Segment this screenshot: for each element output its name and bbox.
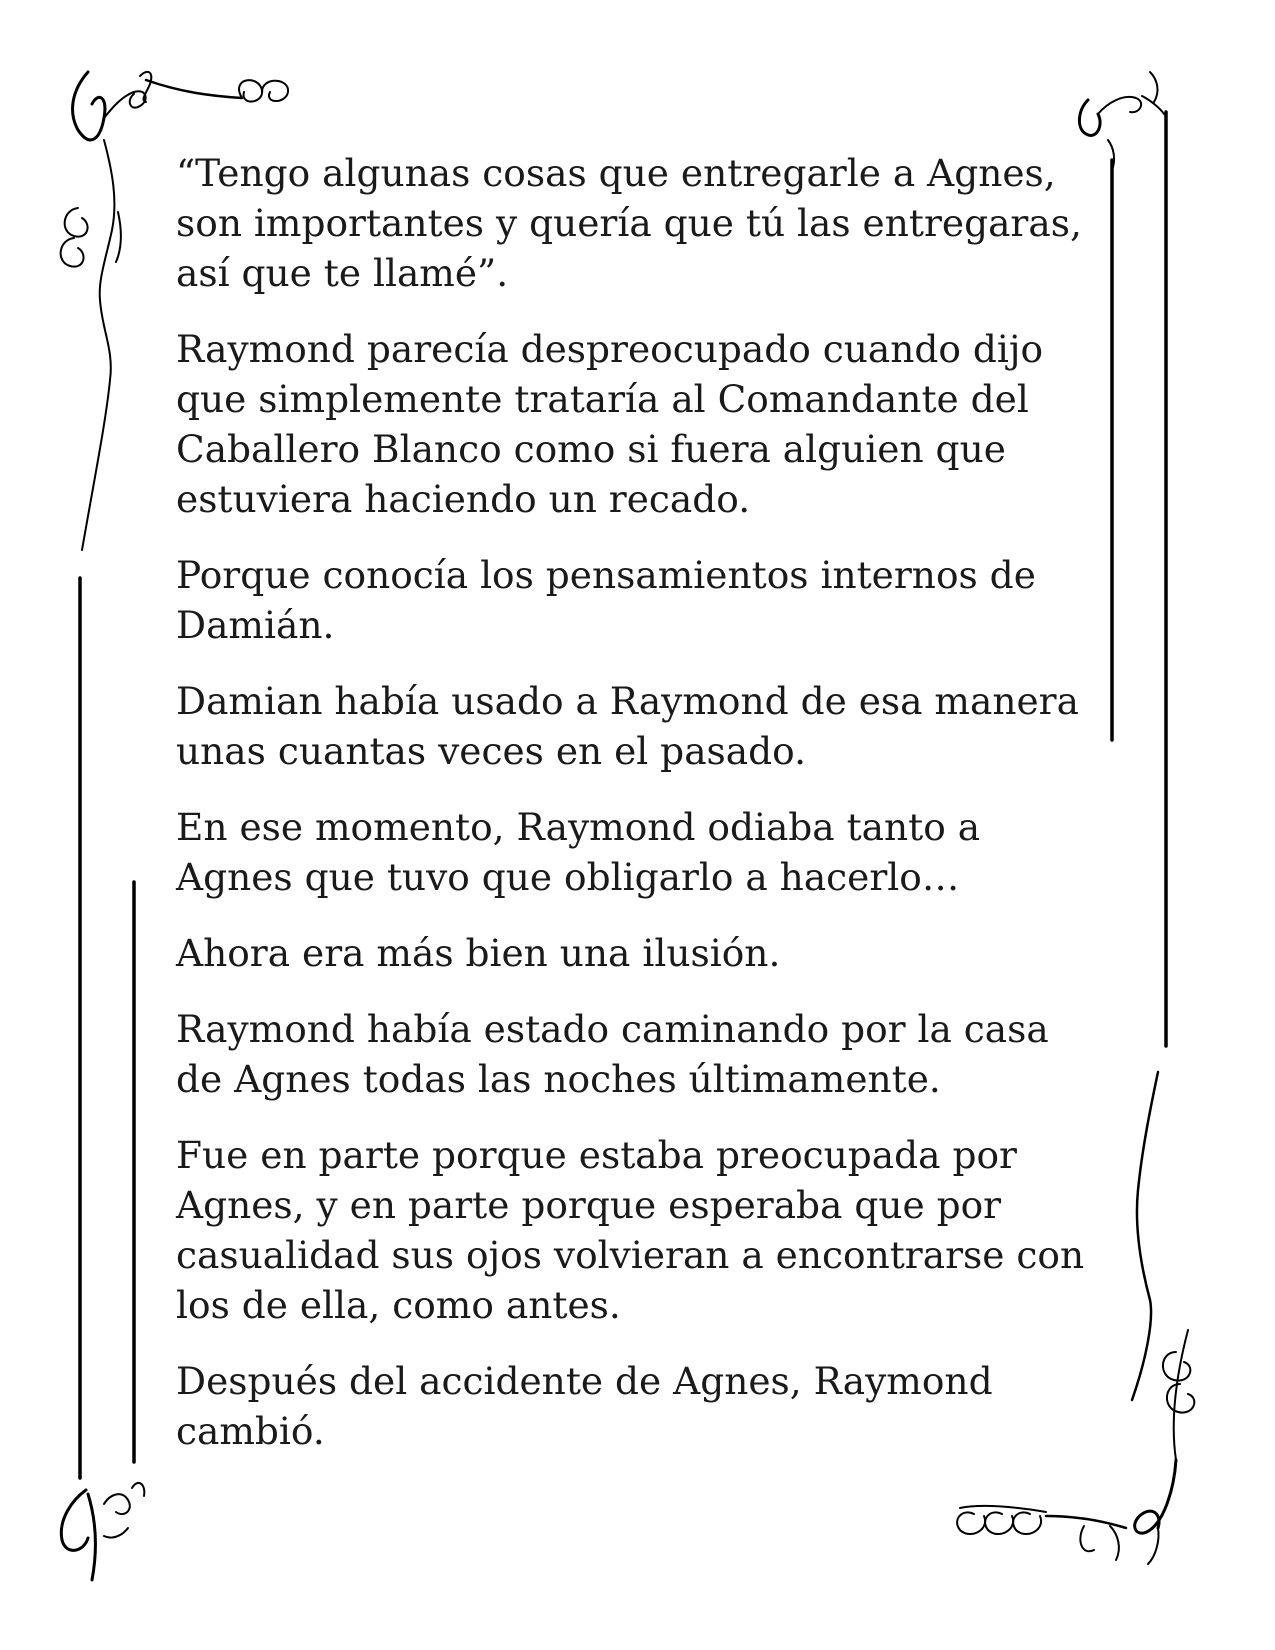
page-text — [176, 148, 1111, 1482]
paragraph-7: Raymond había estado caminando por la casa de Agnes todas las noches últimamente. — [176, 1007, 1049, 1101]
paragraph-6: Ahora era más bien una ilusión. — [176, 931, 781, 975]
paragraph-8: Fue en parte porque estaba preocupada por Agnes, y en parte porque esperaba que por casualidad sus ojos volvieran a encontrarse con los de ella, como antes. — [176, 1133, 1085, 1327]
paragraph-2: Raymond parecía despreocupado cuando dijo que simplemente trataría al Comandante del Caballero Blanco como si fuera alguien que estuviera haciendo un recado. — [176, 327, 1044, 521]
paragraph-1: “Tengo algunas cosas que entregarle a Agnes, son importantes y quería que tú las entregaras, así que te llamé”. — [176, 151, 1082, 295]
bottom-left-flourish — [61, 1483, 144, 1580]
paragraph-3: Porque conocía los pensamientos internos de Damián. — [176, 553, 1036, 647]
paragraph-5: En ese momento, Raymond odiaba tanto a Agnes que tuvo que obligarlo a hacerlo… — [176, 805, 981, 899]
paragraph-4: Damian había usado a Raymond de esa manera unas cuantas veces en el pasado. — [176, 679, 1079, 773]
paragraph-9: Después del accidente de Agnes, Raymond cambió. — [176, 1359, 993, 1453]
